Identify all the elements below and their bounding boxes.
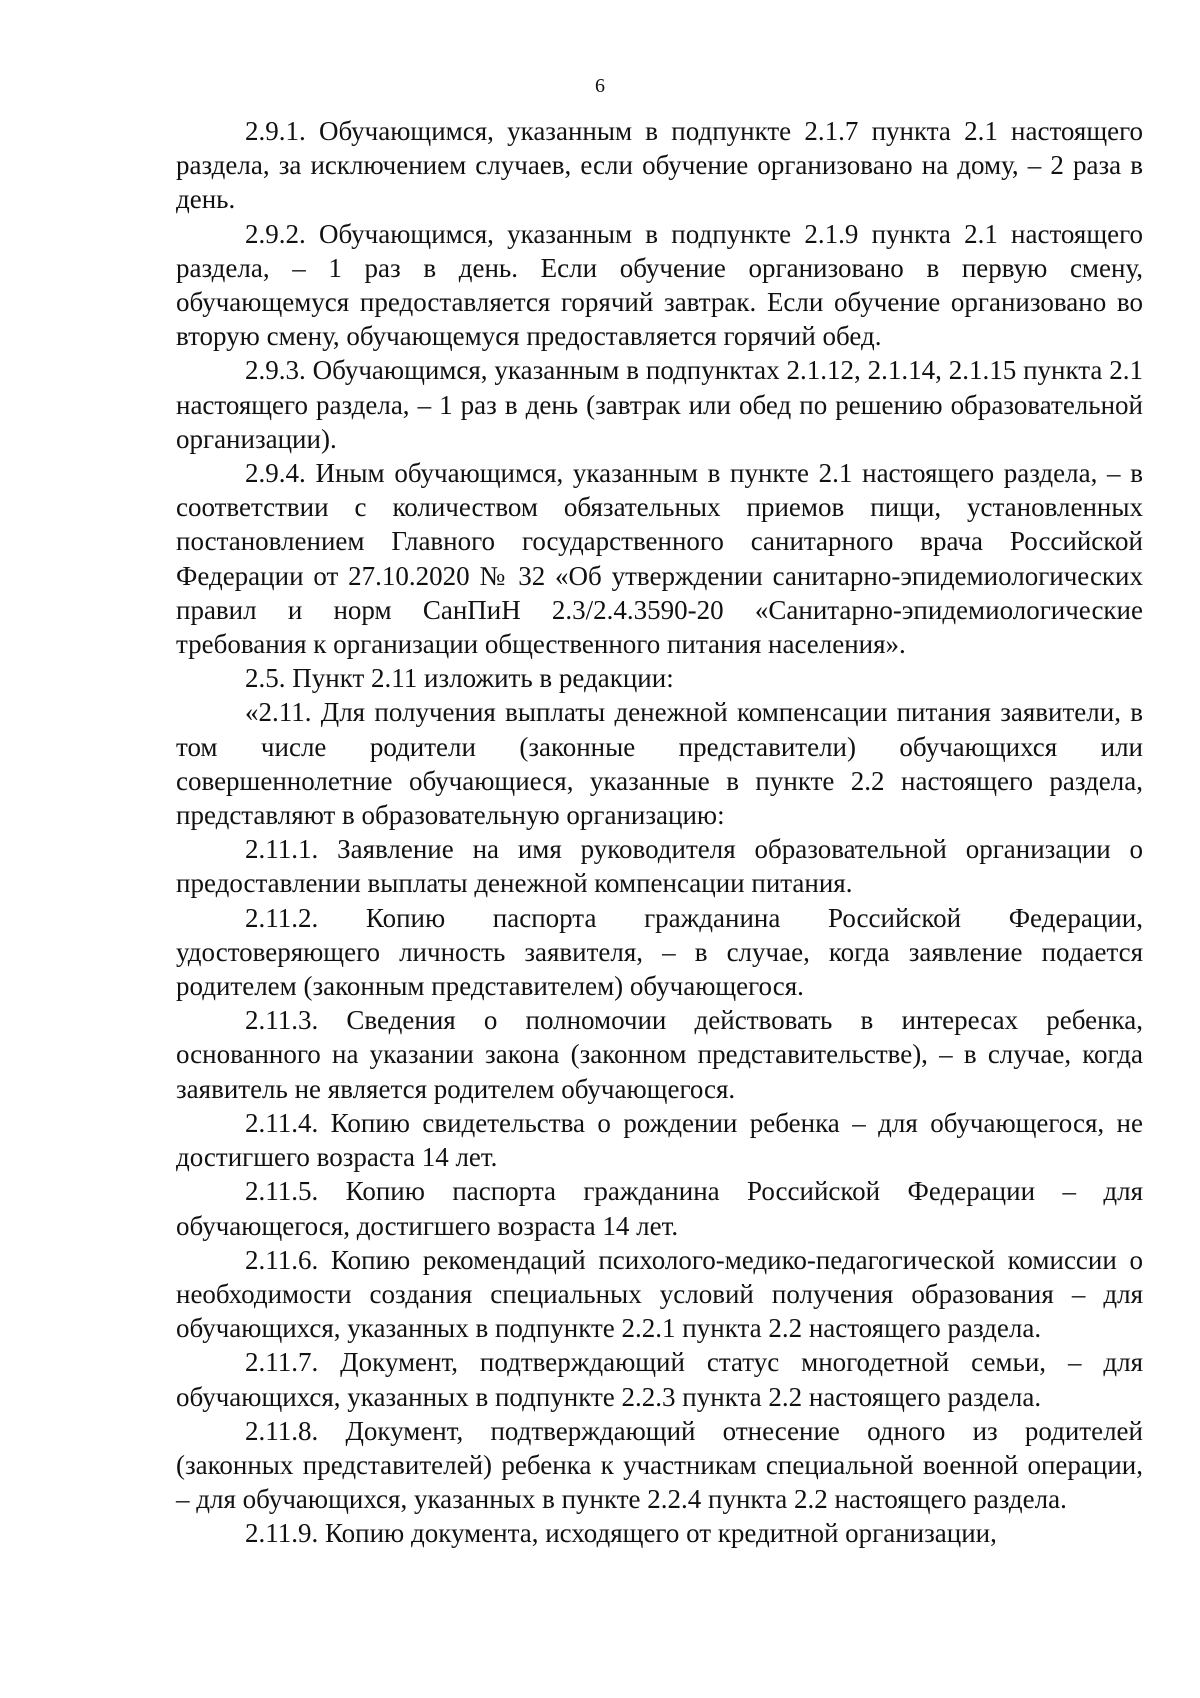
paragraph-2-9-1: 2.9.1. Обучающимся, указанным в подпункте 2.1.7 пункта 2.1 настоящего раздела, за исключением случаев, если обучение организовано на дому, – 2 раза в день. [176, 116, 1143, 215]
paragraph-2-11-1: 2.11.1. Заявление на имя руководителя образовательной организации о предоставлении выплаты денежной компенсации питания. [176, 834, 1143, 899]
paragraph-2-11-8: 2.11.8. Документ, подтверждающий отнесение одного из родителей (законных представителей) ребенка к участникам специальной военной операции, – для обучающихся, указанных в пункте 2.2.4 пункта 2.2 настоящего раздела. [176, 1415, 1143, 1515]
paragraph-2-9-2: 2.9.2. Обучающимся, указанным в подпункте 2.1.9 пункта 2.1 настоящего раздела, – 1 раз в день. Если обучение организовано в первую смену, обучающемуся предоставляется горячий завтрак. Если обучение организовано во вторую смену, обучающемуся предоставляется горячий обед. [176, 218, 1143, 352]
paragraph-2-11-6: 2.11.6. Копию рекомендаций психолого-медико-педагогической комиссии о необходимости создания специальных условий получения образования – для обучающихся, указанных в подпункте 2.2.1 пункта 2.2 настоящего раздела. [176, 1244, 1143, 1344]
paragraph-2-11-7: 2.11.7. Документ, подтверждающий статус многодетной семьи, – для обучающихся, указанных в подпункте 2.2.3 пункта 2.2 настоящего раздела. [176, 1347, 1143, 1412]
paragraph-2-11-4: 2.11.4. Копию свидетельства о рождении ребенка – для обучающегося, не достигшего возраста 14 лет. [176, 1107, 1143, 1173]
paragraph-2-11-3: 2.11.3. Сведения о полномочии действовать в интересах ребенка, основанного на указании закона (законном представительстве), – в случае, когда заявитель не является родителем обучающегося. [176, 1005, 1143, 1104]
paragraph-2-11-9: 2.11.9. Копию документа, исходящего от кредитной организации, [245, 1518, 997, 1549]
paragraph-2-9-4: 2.9.4. Иным обучающимся, указанным в пункте 2.1 настоящего раздела, – в соответствии с количеством обязательных приемов пищи, установленных постановлением Главного государственного санитарного врача Российской Федерации от 27.10.2020 № 32 «Об утверждении санитарно-эпидемиологических правил и норм СанПиН 2.3/2.4.3590-20 «Санитарно-эпидемиологические требования к организации общественного питания населения». [176, 458, 1143, 660]
document-body [176, 114, 1143, 1551]
paragraph-2-11: «2.11. Для получения выплаты денежной компенсации питания заявители, в том числе родители (законные представители) обучающихся или совершеннолетние обучающиеся, указанные в пункте 2.2 настоящего раздела, представляют в образовательную организацию: [176, 697, 1143, 831]
page-number: 6 [595, 75, 605, 97]
paragraph-2-11-2: 2.11.2. Копию паспорта гражданина Российской Федерации, удостоверяющего личность заявителя, – в случае, когда заявление подается родителем (законным представителем) обучающегося. [176, 902, 1143, 1002]
paragraph-2-9-3: 2.9.3. Обучающимся, указанным в подпунктах 2.1.12, 2.1.14, 2.1.15 пункта 2.1 настоящего раздела, – 1 раз в день (завтрак или обед по решению образовательной организации). [176, 355, 1143, 454]
paragraph-2-5: 2.5. Пункт 2.11 изложить в редакции: [245, 663, 674, 694]
paragraph-2-11-5: 2.11.5. Копию паспорта гражданина Российской Федерации – для обучающегося, достигшего возраста 14 лет. [176, 1176, 1143, 1241]
